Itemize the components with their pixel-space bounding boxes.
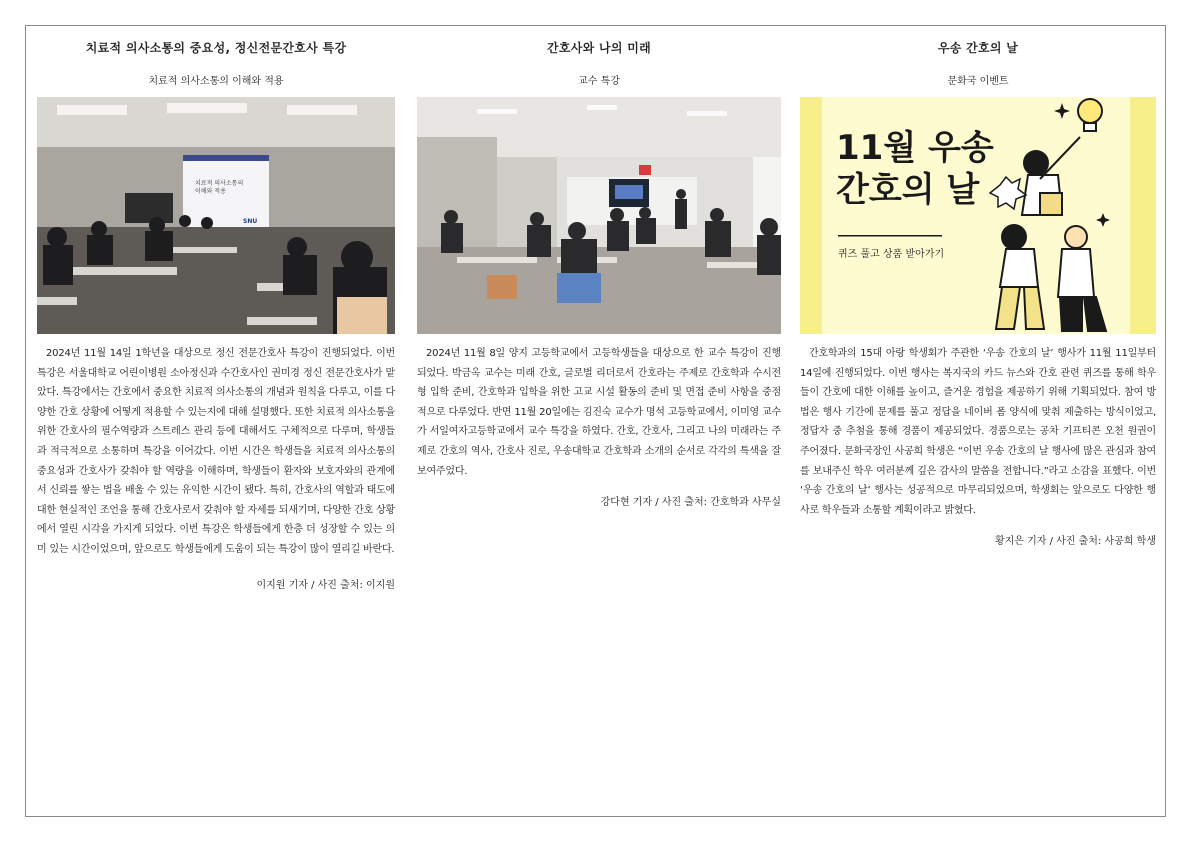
newsletter-page	[25, 25, 1166, 817]
article-body: 2024년 11월 8일 양지 고등학교에서 고등학생들을 대상으로 한 교수 특강이 진행되었다. 박금옥 교수는 미래 간호, 글로벌 리더로서 간호라는 주제로 간호학과 수시전형 입학 준비, 간호학과 입학을 위한 고교 시설 활동의 준비 및 면접 준비 사항을 중점적으로 다루었다. 반면 11월 20일에는 김진숙 교수가 명석 고등학교에서, 이미영 교수가 서일여자고등학교에서 교수 특강을 하였다. 간호, 간호사, 그리고 나의 미래라는 주제로 간호의 역사, 간호사 진로, 우송대학교 간호학과 소개의 순서로 각각의 특색을 잘 보여주었다.	[417, 348, 781, 477]
article-title: 치료적 의사소통의 중요성, 정신전문간호사 특강	[85, 41, 347, 55]
event-poster	[800, 97, 1156, 334]
article-subtitle: 치료적 의사소통의 이해와 적용	[148, 76, 284, 87]
article-title: 간호사와 나의 미래	[546, 41, 652, 55]
article-subtitle: 문화국 이벤트	[947, 76, 1009, 87]
article-therapeutic-communication	[37, 26, 395, 591]
svg-text:SNU: SNU	[243, 218, 258, 225]
article-nursing-day	[800, 26, 1156, 547]
classroom-photo	[417, 97, 781, 334]
poster-headline-1: 11월 우송	[836, 128, 994, 168]
svg-text:치료적 의사소통의이해와 적용: 치료적 의사소통의 이해와 적용	[195, 180, 244, 195]
poster-headline-2: 간호의 날	[836, 170, 980, 210]
event-poster-illustration	[800, 97, 1156, 334]
presentation-screen	[183, 155, 269, 235]
article-credit: 강다현 기자 / 사진 출처: 간호학과 사무실	[600, 497, 781, 509]
classroom-illustration	[417, 97, 781, 334]
poster-caption: 퀴즈 풀고 상품 받아가기	[838, 249, 945, 260]
lecture-photo	[37, 97, 395, 334]
article-subtitle: 교수 특강	[578, 76, 620, 87]
projector-screen	[609, 179, 649, 207]
article-credit: 황지은 기자 / 사진 출처: 사공희 학생	[994, 536, 1156, 548]
article-nurse-future	[417, 26, 781, 508]
article-body: 2024년 11월 14일 1학년을 대상으로 정신 전문간호사 특강이 진행되었다. 이번 특강은 서울대학교 어린이병원 소아정신과 수간호사인 권미경 정신 전문간호사가 맡았다. 특강에서는 간호에서 중요한 치료적 의사소통의 개념과 원칙을 다루고, 이를 다양한 간호 상황에 어떻게 적용할 수 있는지에 대해 설명했다. 또한 치료적 의사소통을 위한 간호사의 필수역량과 스트레스 관리 등에 대해서도 구체적으로 다루며, 학생들과 적극적으로 소통하며 특강을 이어갔다. 이번 시간은 학생들을 치료적 의사소통의 중요성과 간호사가 갖춰야 할 역량을 이해하며, 학생들이 환자와 보호자와의 관계에서 신뢰를 쌓는 법을 배울 수 있는 유익한 시간이 됐다. 특히, 간호사의 역할과 태도에 대한 현실적인 조언을 통해 간호사로서 갖춰야 할 자세를 되새기며, 다양한 간호 상황에서 열린 시각을 가지게 되었다. 이번 특강은 학생들에게 한층 더 성장할 수 있는 의미 있는 시간이었으며, 앞으로도 학생들에게 도움이 되는 특강이 많이 열리길 바란다.	[37, 348, 395, 555]
article-title: 우송 간호의 날	[937, 41, 1019, 55]
article-body: 간호학과의 15대 아랑 학생회가 주관한 ‘우송 간호의 날’ 행사가 11월 11일부터 14일에 진행되었다. 이번 행사는 복지국의 카드 뉴스와 간호 관련 퀴즈를 통해 학우들이 간호에 대한 이해를 높이고, 즐거운 경험을 제공하기 위해 기획되었다. 참여 방법은 행사 기간에 문제를 풀고 정답을 네이버 폼 양식에 맞춰 제출하는 방식이었고, 정답자 중 추첨을 통해 경품이 제공되었다. 경품으로는 공차 기프티콘 오천 원권이 주어졌다. 문화국장인 사공희 학생은 “이번 우송 간호의 날 행사에 많은 관심과 참여를 보내주신 학우 여러분께 깊은 감사의 말씀을 전합니다.”라고 소감을 표했다. 이번 ‘우송 간호의 날’ 행사는 성공적으로 마무리되었으며, 학생회는 앞으로도 다양한 행사로 학우들과 소통할 계획이라고 밝혔다.	[800, 348, 1156, 516]
lecture-room-illustration	[37, 97, 395, 334]
article-credit: 이지원 기자 / 사진 출처: 이지원	[256, 579, 395, 591]
